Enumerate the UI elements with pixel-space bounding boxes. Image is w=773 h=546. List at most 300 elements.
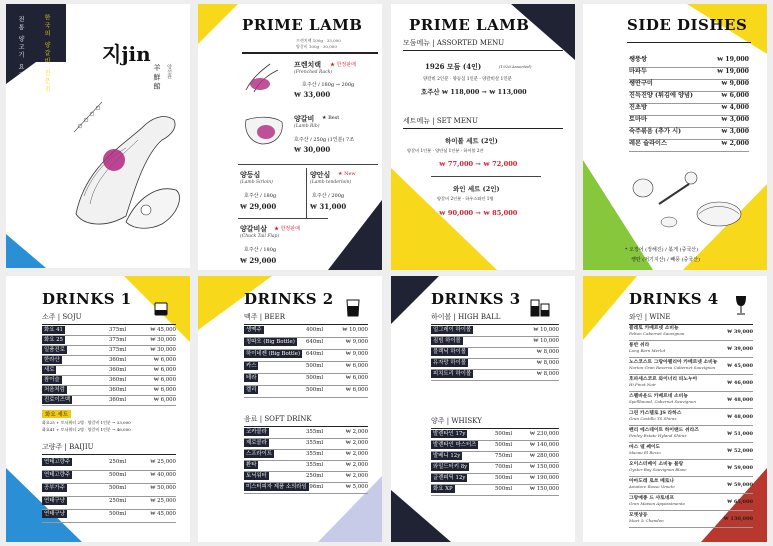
side-note-1: * 오징어 (정해진) / 볶게 (중국산) [625, 247, 699, 253]
wine-row [629, 494, 753, 510]
lamb1-pair-1-name: 양안심 [310, 170, 331, 179]
d1-list-name: 새로 [44, 367, 55, 373]
d3-list-name: 얼그레이 하이볼 [433, 327, 472, 333]
drinks1-sub: 소주 | SOJU [42, 312, 176, 325]
lamb1-last-en: (Chuck Tail Flap) [240, 234, 280, 239]
d1-list-vol: 375ml [109, 337, 127, 343]
lamb1-item-0-price: ₩ 33,000 [294, 90, 331, 99]
lamb1-rule [242, 52, 378, 54]
lamb1-pair-0-en: (Lamb Sirloin) [240, 180, 273, 185]
d2-soft-row [244, 472, 368, 480]
d1-baijiu-row [42, 497, 176, 505]
lamb2-assorted-label: 모둠메뉴 | ASSORTED MENU [403, 38, 563, 51]
d3-list-price: ₩ 10,000 [533, 338, 559, 344]
d3-whisky-vol: 700ml [495, 464, 513, 470]
wine-name: 그랑메종 드 샤토네프 [629, 495, 675, 501]
side-item-name: 쌩뚱쌍 [629, 56, 647, 63]
d3-whisky-price: ₩ 150,000 [529, 464, 559, 470]
d2-soft-price: ₩ 2,000 [345, 451, 368, 457]
d2-list-name: 테라 [246, 375, 257, 381]
side-item-price: ₩ 6,000 [721, 92, 749, 99]
d2-list-name: 카스 [246, 363, 257, 369]
lamb2-assorted-en: (1926 Assorted) [499, 64, 532, 69]
d3-list-price: ₩ 8,000 [536, 349, 559, 355]
d3-whisky-vol: 500ml [495, 442, 513, 448]
drinks1-extra-1: 화요25 + 토닉워터 2병 · 양갈비 1인분 → 33,000 [42, 420, 131, 425]
lamb1-divider-v [306, 168, 307, 218]
wine-row [629, 426, 753, 442]
d3-whisky-price: ₩ 230,000 [529, 431, 559, 437]
d2-soft-rule [244, 493, 368, 494]
logo: 지jin [102, 42, 151, 66]
lamb1-item-1-tag: ★ Best [322, 115, 340, 121]
d1-baijiu-row [42, 471, 176, 479]
d1-list-row [42, 366, 176, 374]
d1-baijiu-price: ₩ 50,000 [150, 485, 176, 491]
d2-soft-row [244, 483, 368, 491]
d3-whisky-name: 발렌타인 마스터즈 [433, 442, 477, 448]
d2-list-name: 하이네켄 (Big Bottle) [246, 351, 301, 357]
lamb1-title: PRIME LAMB [242, 16, 363, 34]
d2-soft-name: 토닉워터 [246, 473, 267, 479]
wine-en: Norton Gran Reserva Cabernet Sauvignon [629, 365, 716, 370]
lamb1-last-name: 양갈비살 [240, 224, 268, 233]
side-item-row [629, 128, 749, 136]
d2-list-vol: 400ml [306, 327, 324, 333]
lamb1-item-1-en: (Lamb Rib) [294, 124, 320, 129]
lamb1-item-0-tag: ★ 한정판매 [330, 62, 356, 68]
lamb1-last-detail: 호주산 / 180g [244, 247, 277, 253]
wine-price: ₩ 48,000 [727, 414, 753, 420]
lamb1-rule-3 [238, 218, 328, 219]
drinks3-sub2: 양주 | WHISKY [431, 416, 559, 429]
drinks2-soft-list [244, 428, 368, 498]
d3-whisky-vol: 500ml [495, 431, 513, 437]
lamb1-note1: 프렌치랙 100g · 33,000 [296, 38, 341, 43]
d2-soft-price: ₩ 2,000 [345, 462, 368, 468]
side-item-price: ₩ 19,000 [716, 56, 749, 63]
d2-soft-vol: 355ml [306, 462, 324, 468]
d1-baijiu-price: ₩ 25,000 [150, 498, 176, 504]
d3-list-name: 유자망 하이볼 [433, 360, 466, 366]
d2-list-price: ₩ 6,000 [345, 387, 368, 393]
wine-rule [629, 459, 753, 460]
d3-whisky-vol: 500ml [495, 486, 513, 492]
lamb1-item-1-detail: 호주산 / 250g (1인분) 7조 [294, 137, 355, 143]
d1-list-price: ₩ 6,000 [153, 357, 176, 363]
d3-list-price: ₩ 8,000 [536, 371, 559, 377]
d3-whisky-row [431, 463, 559, 471]
wine-row [629, 324, 753, 340]
drinks4-title: DRINKS 4 [629, 290, 719, 308]
lamb2-set-0-price: ₩ 77,000 → ₩ 72,000 [439, 160, 518, 168]
d3-list-row [431, 337, 559, 345]
d3-whisky-row [431, 485, 559, 493]
side-item-name: 쌩딴구미 [629, 80, 653, 87]
wine-row [629, 358, 753, 374]
d3-whisky-name: 발베니 12y [433, 453, 461, 459]
d1-baijiu-vol: 500ml [109, 485, 127, 491]
d1-baijiu-vol: 250ml [109, 498, 127, 504]
d3-list-row [431, 359, 559, 367]
drinks2-panel [198, 276, 382, 542]
lamb1-item-0-detail: 호주산 / 180g → 200g [302, 82, 355, 88]
side-item-name: 토마마 [629, 116, 647, 123]
side-item-name: 진초방 [629, 104, 647, 111]
d1-baijiu-name: 연태고량주 [44, 459, 71, 465]
d2-list-price: ₩ 10,000 [342, 327, 368, 333]
d2-list-price: ₩ 6,000 [345, 363, 368, 369]
d1-baijiu-price: ₩ 25,000 [150, 459, 176, 465]
d1-baijiu-vol: 500ml [109, 472, 127, 478]
d1-list-price: ₩ 6,000 [153, 387, 176, 393]
d1-baijiu-name: 연태구냥 [44, 511, 65, 517]
d2-list-vol: 640ml [306, 351, 324, 357]
d1-list-name: 화요 41 [44, 327, 63, 333]
lamb2-assorted-detail: 양갈비 2인분 · 양등심 1인분 · 양갈비살 1인분 [423, 77, 512, 82]
lamb2-set-0-name: 하이볼 세트 (2인) [445, 137, 498, 145]
wine-row [629, 392, 753, 408]
side-item-name: 숙주볶음 (추가 시) [629, 128, 682, 135]
d2-soft-vol: 250ml [306, 473, 324, 479]
side-item-price: ₩ 3,000 [721, 128, 749, 135]
drinks1-title: DRINKS 1 [42, 290, 132, 308]
side-item-row [629, 56, 749, 64]
veggie-illustration [629, 164, 749, 234]
d3-whisky-price: ₩ 190,000 [529, 475, 559, 481]
d1-baijiu-name: 연태고량주 [44, 472, 71, 478]
d1-list-price: ₩ 6,000 [153, 367, 176, 373]
d2-soft-row [244, 428, 368, 436]
side-rule [627, 42, 751, 43]
d3-list-row [431, 326, 559, 334]
side-item-row [629, 68, 749, 76]
lamb2-set-1-price: ₩ 90,000 → ₩ 85,000 [439, 209, 518, 217]
wine-en: Gran Castillo TS Shiraz [629, 416, 677, 421]
d1-list-vol: 360ml [109, 357, 127, 363]
d3-whisky-price: ₩ 150,000 [529, 486, 559, 492]
d1-list-row [42, 336, 176, 344]
d2-soft-name: 미스터피자 제품 소의라임 [246, 484, 307, 490]
d2-list-row [244, 374, 368, 382]
d3-whisky-name: 발렌타인 17y [433, 431, 466, 437]
d1-baijiu-price: ₩ 45,000 [150, 511, 176, 517]
side-item-row [629, 140, 749, 148]
drinks3-panel [391, 276, 575, 542]
drinks1-list [42, 326, 176, 416]
d1-list-name: 진로이즈백 [44, 397, 71, 403]
side-item-name: 마파두 [629, 68, 647, 75]
d2-list-row [244, 338, 368, 346]
wine-name: 오이스터베이 소비뇽 블랑 [629, 461, 684, 467]
side-dishes-panel [583, 4, 767, 270]
d1-list-price: ₩ 6,000 [153, 377, 176, 383]
d1-list-price: ₩ 45,000 [150, 327, 176, 333]
lamb2-assorted-price: 호주산 ₩ 118,000 → ₩ 113,000 [421, 88, 527, 96]
d2-list-vol: 500ml [306, 387, 324, 393]
wine-rule [629, 425, 753, 426]
side-item-name: 진득진양 (튀김에 양념) [629, 92, 693, 99]
drinks4-panel [583, 276, 767, 542]
lamb2-assorted-name: 1926 모둠 (4인) [425, 62, 482, 71]
drinks3-title: DRINKS 3 [431, 290, 521, 308]
d2-list-price: ₩ 9,000 [345, 339, 368, 345]
rib-illustration [242, 112, 286, 148]
prime-lamb-panel-1 [198, 4, 382, 270]
d2-list-price: ₩ 9,000 [345, 351, 368, 357]
drinks2-sub: 맥주 | BEER [244, 312, 368, 325]
logo-sub: 羊 鮮 館 [153, 64, 161, 90]
d1-list-row [42, 376, 176, 384]
logo-caption: 양선관 [166, 64, 172, 79]
drinks1-sub2: 고량주 | BAIJIU [42, 442, 176, 455]
wine-price: ₩ 65,000 [727, 499, 753, 505]
wine-row [629, 443, 753, 459]
wine-price: ₩ 48,000 [727, 397, 753, 403]
wine-name: 노스코스트 그랑아펠리아 카베르넷 소비뇽 [629, 359, 718, 365]
side-item-row [629, 104, 749, 112]
drinks2-sub2: 음료 | SOFT DRINK [244, 414, 368, 427]
lamb1-last-price: ₩ 29,000 [240, 256, 277, 265]
d3-whisky-row [431, 430, 559, 438]
lamb1-pair-1-en: (Lamb tenderloin) [310, 180, 352, 185]
wine-price: ₩ 39,000 [727, 346, 753, 352]
d2-soft-price: ₩ 2,000 [345, 429, 368, 435]
d3-list-row [431, 348, 559, 356]
wine-en: Gran Maison Appassimento [629, 501, 685, 506]
wine-name: 모엣샹동 [629, 512, 648, 518]
d1-list-row [42, 346, 176, 354]
d1-list-name: 화요 25 [44, 337, 63, 343]
wine-en: Amatore Rosso Veneto [629, 484, 675, 489]
d2-list-vol: 500ml [306, 363, 324, 369]
side-note-2: 쌩딴 (저기지산) / 빼풍 (중국산) [631, 257, 700, 263]
wine-name: 롱반 쉬라 [629, 342, 650, 348]
wine-en: Moet & Chandon [629, 518, 664, 523]
wine-rule [629, 357, 753, 358]
wine-price: ₩ 59,000 [727, 482, 753, 488]
d1-baijiu-name: 연태구냥 [44, 498, 65, 504]
d1-baijiu-rule [42, 522, 176, 523]
d2-soft-row [244, 439, 368, 447]
lamb1-item-0-en: (Frenched Rack) [294, 70, 333, 75]
d3-list-name: 피치트리 하이볼 [433, 371, 472, 377]
wine-name: 호파세스코르 와이너리 피노누아 [629, 376, 698, 382]
wine-en: Macau El Recio [629, 450, 661, 455]
d2-soft-price: ₩ 5,000 [345, 484, 368, 490]
drinks1-panel [6, 276, 190, 542]
lamb2-set-0-detail: 양갈비 1인분 · 양안심 1인분 · 하이볼 2잔 [407, 148, 484, 153]
d1-list-name: 처음처럼 [44, 387, 65, 393]
d2-list-row [244, 362, 368, 370]
d3-list-name: 블랙닉 하이볼 [433, 349, 466, 355]
d1-baijiu-vol: 250ml [109, 459, 127, 465]
drinks4-list [629, 324, 753, 534]
d1-list-price: ₩ 30,000 [150, 347, 176, 353]
wine-en: Spellbound, Cabernet Sauvignon [629, 399, 696, 404]
d2-soft-vol: 355ml [306, 440, 324, 446]
wine-en: Long Barn Merlot [629, 348, 666, 353]
d2-soft-name: 환타 [246, 462, 257, 468]
side-item-name: 레몬 슬라이스 [629, 140, 668, 147]
wine-row [629, 511, 753, 527]
d3-whisky-rule [431, 495, 559, 496]
drinks2-title: DRINKS 2 [244, 290, 334, 308]
d2-soft-name: 제로콜라 [246, 440, 267, 446]
d2-list-row [244, 350, 368, 358]
wine-en: Hi Pinot Noir [629, 382, 656, 387]
wine-price: ₩ 52,000 [727, 448, 753, 454]
d3-whisky-row [431, 452, 559, 460]
d3-whisky-vol: 500ml [495, 475, 513, 481]
lamb2-title: PRIME LAMB [409, 16, 530, 34]
d2-soft-vol: 296ml [306, 484, 324, 490]
d2-list-row [244, 386, 368, 394]
d2-soft-price: ₩ 2,000 [345, 440, 368, 446]
d3-whisky-price: ₩ 140,000 [529, 442, 559, 448]
d3-list-price: ₩ 10,000 [533, 327, 559, 333]
d3-whisky-name: 글렌피딕 12y [433, 475, 466, 481]
d1-list-vol: 360ml [109, 367, 127, 373]
cover-panel [6, 4, 190, 268]
d1-list-name: 일품진로 [44, 347, 65, 353]
lamb1-pair-0-price: ₩ 29,000 [240, 202, 277, 211]
rack-illustration [242, 60, 282, 96]
d3-list-name: 짐빔 하이볼 [433, 338, 461, 344]
lamb2-set-label: 세트메뉴 | SET MENU [403, 116, 563, 129]
wine-price: ₩ 46,000 [727, 380, 753, 386]
side-list [629, 56, 749, 156]
d3-whisky-name: 와일드터키 8y [433, 464, 468, 470]
wine-rule [629, 340, 753, 341]
d1-list-row [42, 356, 176, 364]
d1-list-vol: 360ml [109, 387, 127, 393]
d1-list-name: 참이슬 [44, 377, 60, 383]
drinks3-list [431, 326, 559, 386]
drinks3-whisky-list [431, 430, 559, 500]
d2-soft-name: 코카콜라 [246, 429, 267, 435]
lamb1-pair-1-tag: ★ New [338, 171, 356, 177]
d1-list-rule [42, 405, 176, 406]
d2-soft-vol: 355ml [306, 451, 324, 457]
d1-baijiu-vol: 500ml [109, 511, 127, 517]
drinks1-extra-label: 화요 세트 [42, 410, 71, 418]
d2-list-row [244, 326, 368, 334]
wine-row [629, 477, 753, 493]
wine-rule [629, 391, 753, 392]
d2-list-rule [244, 397, 368, 398]
d2-soft-vol: 355ml [306, 429, 324, 435]
lamb1-item-1-name: 양갈비 [294, 114, 315, 123]
side-item-price: ₩ 19,000 [716, 68, 749, 75]
prime-lamb-panel-2 [391, 4, 575, 270]
d1-list-vol: 375ml [109, 347, 127, 353]
d1-baijiu-row [42, 510, 176, 518]
d3-list-rule [431, 380, 559, 381]
drinks1-baijiu-list [42, 458, 176, 528]
wine-rule [629, 408, 753, 409]
wine-name: 스펠바운드 카베르네 소비뇽 [629, 393, 688, 399]
d3-whisky-price: ₩ 280,000 [529, 453, 559, 459]
wine-en: Pelton Cabernet Sauvignon [629, 331, 685, 336]
cover-vertical-text: 한국의 양갈비 전문점 [43, 14, 50, 94]
d2-list-vol: 500ml [306, 375, 324, 381]
lamb2-set-divider [431, 176, 541, 177]
d3-list-row [431, 370, 559, 378]
d1-list-price: ₩ 6,000 [153, 397, 176, 403]
cover-side-text: 전통 양고기 요리 [17, 16, 24, 80]
lamb1-pair-1-detail: 호주산 / 200g [312, 193, 345, 199]
wine-price: ₩ 51,000 [727, 431, 753, 437]
d2-soft-row [244, 461, 368, 469]
side-item-row [629, 92, 749, 100]
d2-soft-price: ₩ 2,000 [345, 473, 368, 479]
lamb2-set-1-detail: 양갈비 2인분 · 하우스와인 1병 [437, 196, 494, 201]
wine-en: Oyster Bay Sauvignon Blanc [629, 467, 687, 472]
d3-list-price: ₩ 8,000 [536, 360, 559, 366]
d1-baijiu-row [42, 484, 176, 492]
wine-price: ₩ 130,000 [723, 516, 753, 522]
d1-list-vol: 360ml [109, 377, 127, 383]
d1-baijiu-name: 공부가주 [44, 485, 65, 491]
wine-price: ₩ 39,000 [727, 329, 753, 335]
lamb1-pair-1-price: ₩ 31,000 [310, 202, 347, 211]
d2-list-price: ₩ 6,000 [345, 375, 368, 381]
d2-soft-name: 스프라이트 [246, 451, 273, 457]
wine-row [629, 341, 753, 357]
side-item-price: ₩ 9,000 [721, 80, 749, 87]
lamb1-item-1-price: ₩ 30,000 [294, 145, 331, 154]
wine-name: 콜레토 카베르넷 소비뇽 [629, 325, 679, 331]
lamb2-set-1-name: 와인 세트 (2인) [453, 185, 500, 193]
lamb1-note2: 양갈비 100g · 30,000 [296, 44, 337, 49]
d1-list-row [42, 396, 176, 404]
wine-row [629, 375, 753, 391]
wine-name: 펜리 에스테이트 하이랜드 쉬라즈 [629, 427, 699, 433]
lamb1-last-tag: ★ 한정판매 [274, 226, 300, 232]
d1-baijiu-price: ₩ 40,000 [150, 472, 176, 478]
d3-whisky-row [431, 474, 559, 482]
d1-list-name: 한라산 [44, 357, 60, 363]
d2-list-vol: 640ml [306, 339, 324, 345]
wine-rule [629, 476, 753, 477]
drinks4-sub: 와인 | WINE [629, 312, 753, 325]
side-item-price: ₩ 3,000 [721, 116, 749, 123]
wine-rule [629, 510, 753, 511]
d2-list-name: 켈리 [246, 387, 257, 393]
side-item-price: ₩ 4,000 [721, 104, 749, 111]
wine-row [629, 460, 753, 476]
d1-list-price: ₩ 30,000 [150, 337, 176, 343]
d3-whisky-name: 화요 XP [433, 486, 453, 492]
wine-rule [629, 527, 753, 528]
lamb1-rule-2 [238, 164, 378, 165]
d1-list-vol: 360ml [109, 397, 127, 403]
wine-rule [629, 442, 753, 443]
side-item-rule [629, 151, 749, 152]
drinks1-extra-2: 화요41 + 토닉워터 2병 · 양갈비 1인분 → 46,000 [42, 427, 131, 432]
d3-whisky-vol: 750ml [495, 453, 513, 459]
wine-name: 아마도레 로쏘 베로나 [629, 478, 675, 484]
wine-name: 그린 카스텔로 JS 라하스 [629, 410, 682, 416]
side-item-row [629, 116, 749, 124]
d2-soft-row [244, 450, 368, 458]
drinks2-list [244, 326, 368, 396]
d2-list-name: 생맥주 [246, 327, 262, 333]
d1-list-row [42, 326, 176, 334]
d1-list-row [42, 386, 176, 394]
lamb1-pair-0-detail: 호주산 / 180g [244, 193, 277, 199]
